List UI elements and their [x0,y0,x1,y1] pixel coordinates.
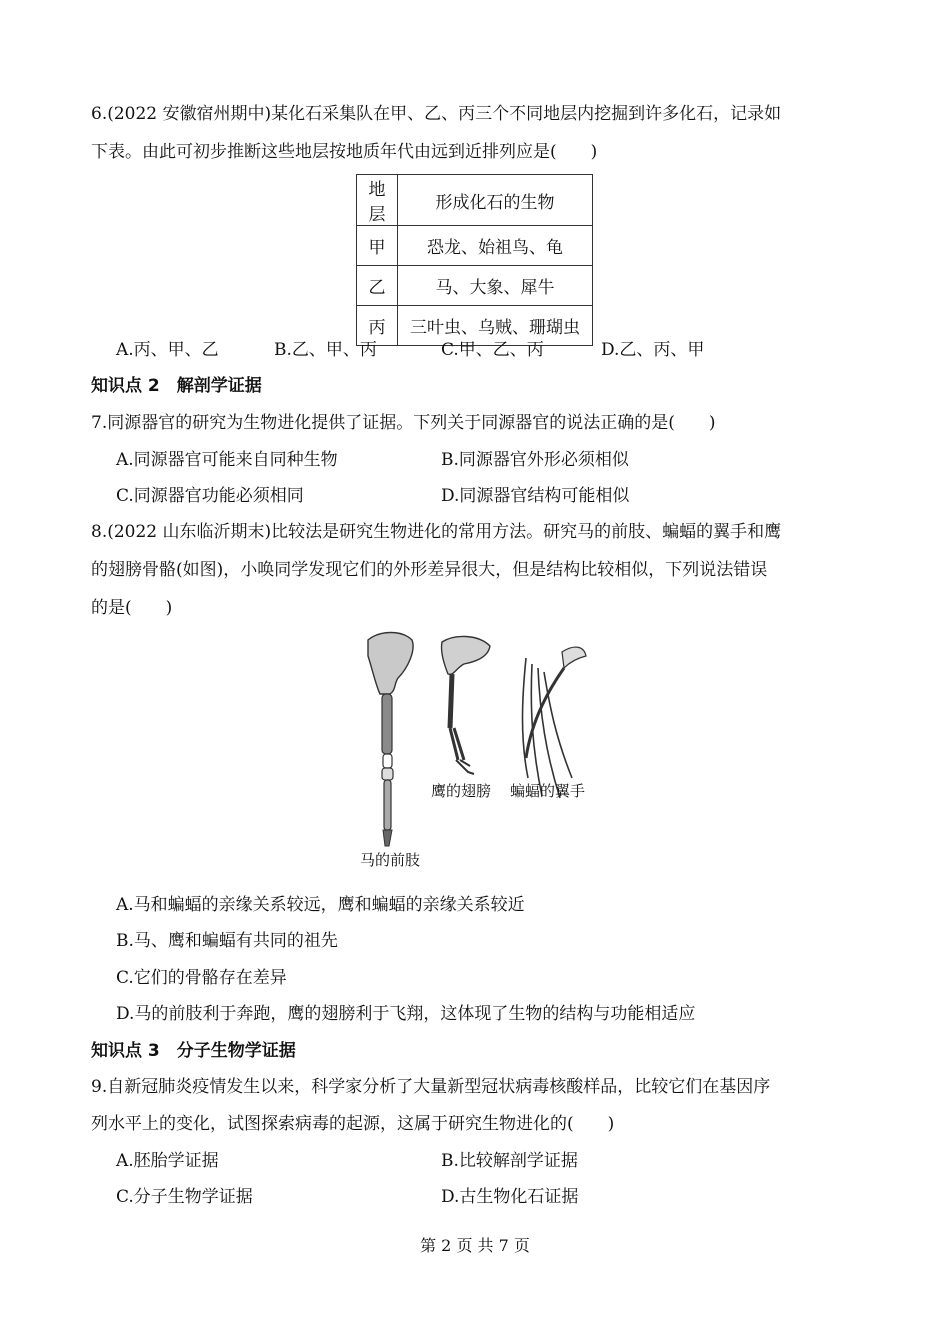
q6-option-b: B.乙、甲、丙 [274,340,377,360]
q6-stem-line1: 6.(2022 安徽宿州期中)某化石采集队在甲、乙、丙三个不同地层内挖掘到许多化石，记录如 [91,104,782,124]
q8-stem-line1: 8.(2022 山东临沂期末)比较法是研究生物进化的常用方法。研究马的前肢、蝙蝠的翼手和鹰 [91,522,782,542]
horse-forelimb-drawing [368,633,413,847]
q7-option-c: C.同源器官功能必须相同 [116,486,304,506]
table-cell: 丙 [357,306,398,346]
q9-stem-line2: 列水平上的变化，试图探索病毒的起源，这属于研究生物进化的( ) [91,1114,615,1134]
horse-forelimb-caption: 马的前肢 [360,851,421,869]
table-header-organisms: 形成化石的生物 [398,175,593,226]
table-cell: 三叶虫、乌贼、珊瑚虫 [398,306,593,346]
q7-stem: 7.同源器官的研究为生物进化提供了证据。下列关于同源器官的说法正确的是( ) [91,413,716,433]
q6-option-d: D.乙、丙、甲 [601,340,705,360]
q9-option-d: D.古生物化石证据 [441,1187,579,1207]
q7-option-b: B.同源器官外形必须相似 [441,450,629,470]
q9-option-a: A.胚胎学证据 [116,1151,219,1171]
q8-stem-line2: 的翅膀骨骼(如图)，小唤同学发现它们的外形差异很大，但是结构比较相似，下列说法错误 [91,560,768,580]
q8-option-a: A.马和蝙蝠的亲缘关系较远，鹰和蝙蝠的亲缘关系较近 [116,895,525,915]
bat-wing-drawing [523,647,587,798]
table-cell: 乙 [357,266,398,306]
limb-skeleton-figure [350,628,610,848]
q8-option-d: D.马的前肢利于奔跑，鹰的翅膀利于飞翔，这体现了生物的结构与功能相适应 [116,1004,696,1024]
eagle-wing-drawing [441,636,490,774]
q9-stem-line1: 9.自新冠肺炎疫情发生以来，科学家分析了大量新型冠状病毒核酸样品，比较它们在基因序 [91,1077,771,1097]
q6-option-c: C.甲、乙、丙 [441,340,544,360]
table-cell: 马、大象、犀牛 [398,266,593,306]
q8-option-c: C.它们的骨骼存在差异 [116,968,287,988]
q8-stem-line3: 的是( ) [91,598,173,618]
q6-stem-line2: 下表。由此可初步推断这些地层按地质年代由远到近排列应是( ) [91,142,598,162]
table-row [357,266,593,306]
table-cell: 甲 [357,226,398,266]
table-header-stratum: 地层 [357,175,398,226]
section-heading-molecular: 知识点 3 分子生物学证据 [91,1041,296,1061]
table-row [357,175,593,226]
table-row [357,226,593,266]
fossil-table [356,174,593,346]
bat-wing-caption: 蝙蝠的翼手 [510,782,586,800]
q6-option-a: A.丙、甲、乙 [116,340,219,360]
q7-option-a: A.同源器官可能来自同种生物 [116,450,338,470]
section-heading-anatomy: 知识点 2 解剖学证据 [91,376,262,396]
eagle-wing-caption: 鹰的翅膀 [431,782,492,800]
q8-option-b: B.马、鹰和蝙蝠有共同的祖先 [116,931,338,951]
q7-option-d: D.同源器官结构可能相似 [441,486,630,506]
q9-option-c: C.分子生物学证据 [116,1187,253,1207]
table-cell: 恐龙、始祖鸟、龟 [398,226,593,266]
q9-option-b: B.比较解剖学证据 [441,1151,578,1171]
page-number-footer: 第 2 页 共 7 页 [420,1236,530,1255]
